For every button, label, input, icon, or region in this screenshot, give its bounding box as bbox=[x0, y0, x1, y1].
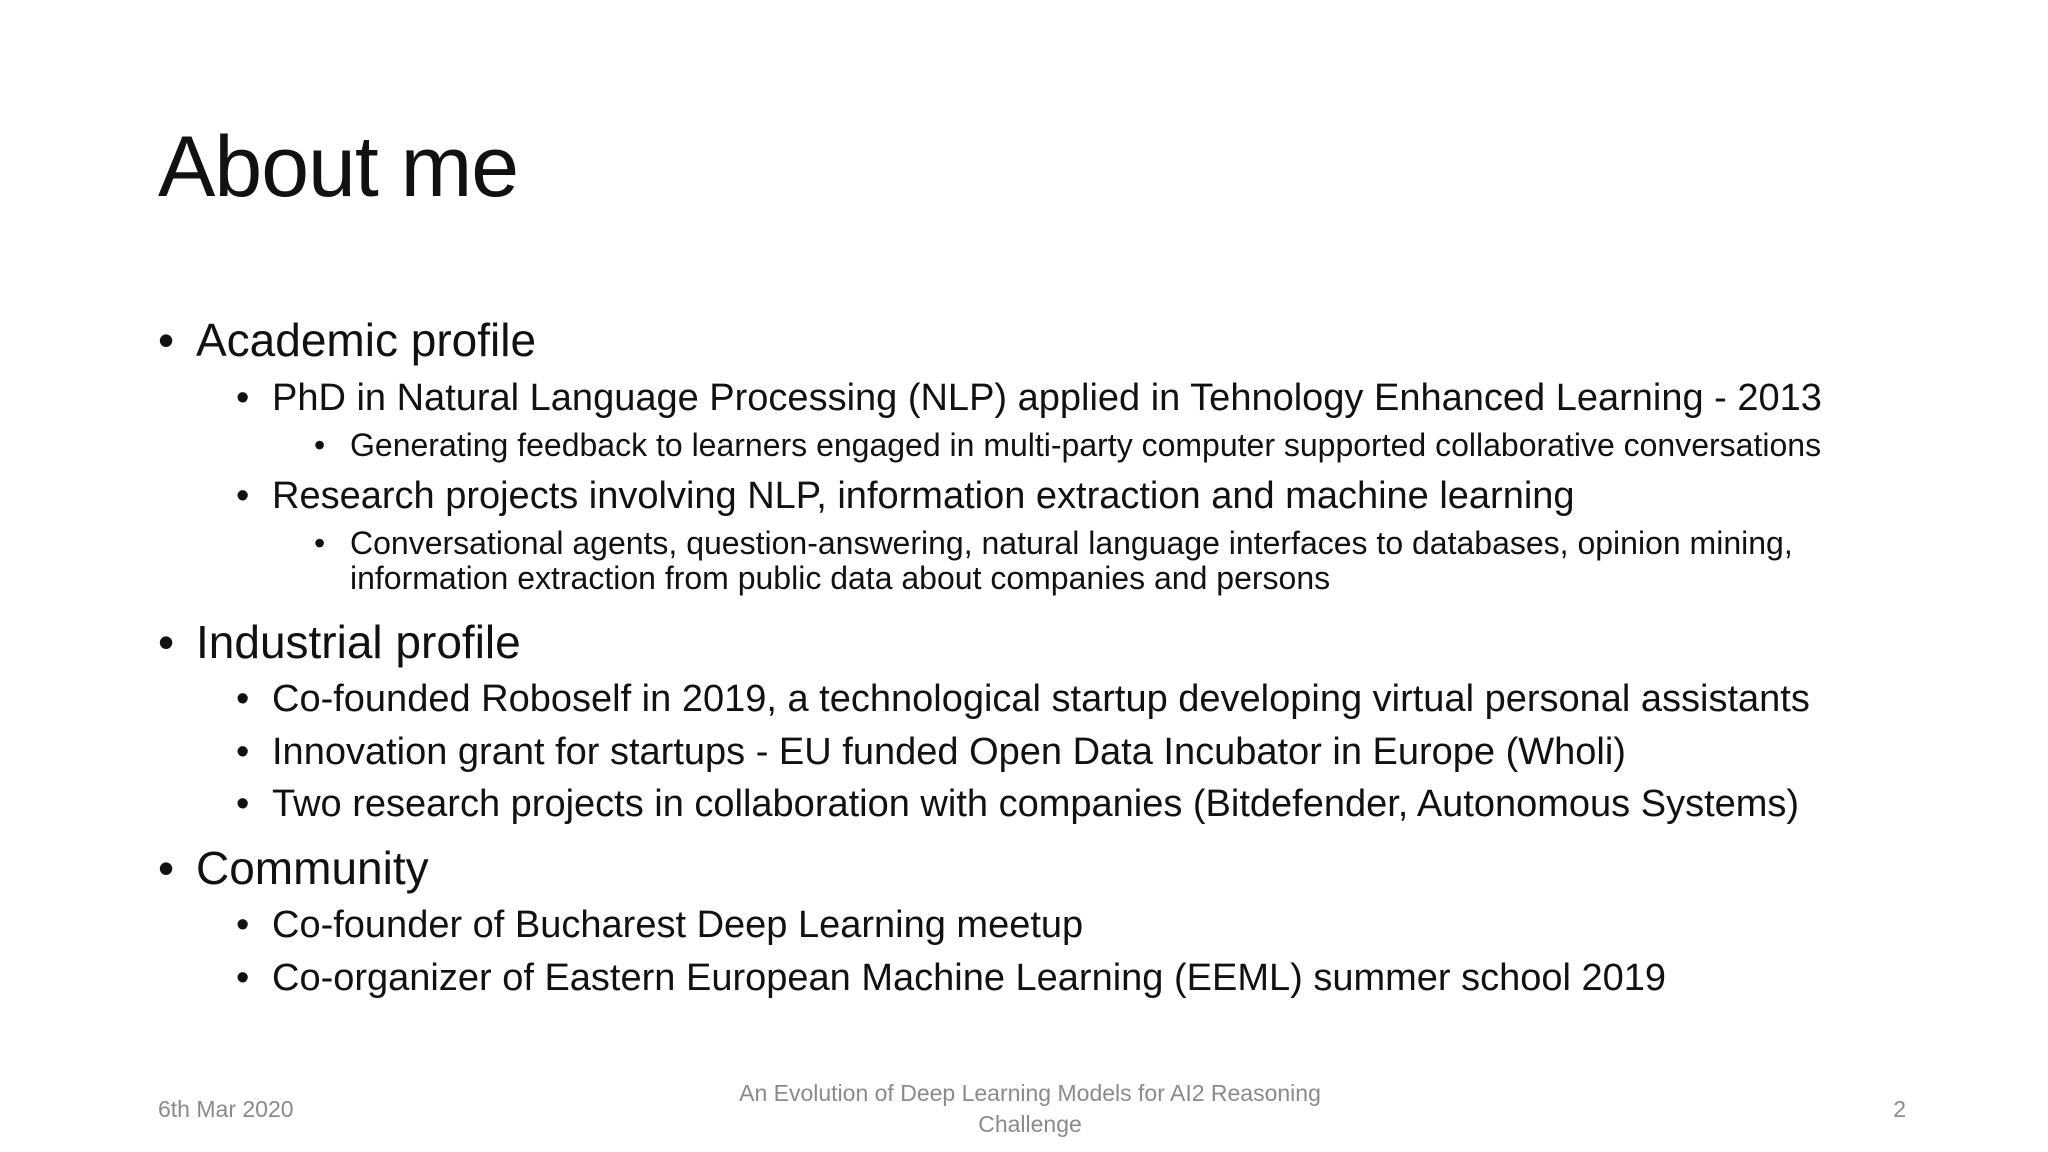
slide-title: About me bbox=[158, 119, 519, 215]
bullet-dot-icon: • bbox=[236, 904, 250, 946]
footer-page-number: 2 bbox=[1893, 1096, 1906, 1122]
bullet-text: Co-founder of Bucharest Deep Learning meetup bbox=[272, 904, 1084, 946]
footer-title-line2: Challenge bbox=[978, 1111, 1082, 1137]
bullet-text: Conversational agents, question-answering, natural language interfaces to databases, opinion mining, bbox=[350, 525, 1793, 561]
footer-title bbox=[700, 1078, 1360, 1140]
bullet-text: Research projects involving NLP, information extraction and machine learning bbox=[272, 475, 1575, 517]
bullet-text: Community bbox=[196, 842, 429, 894]
bullet-dot-icon: • bbox=[158, 842, 175, 894]
bullet-dot-icon: • bbox=[236, 783, 250, 825]
bullet-text: Co-organizer of Eastern European Machine Learning (EEML) summer school 2019 bbox=[272, 957, 1667, 999]
bullet-text: Academic profile bbox=[196, 314, 537, 366]
footer-date: 6th Mar 2020 bbox=[158, 1096, 294, 1122]
footer-title-line1: An Evolution of Deep Learning Models for AI2 Reasoning bbox=[739, 1080, 1321, 1106]
bullet-dot-icon: • bbox=[236, 377, 250, 419]
bullet-dot-icon: • bbox=[158, 616, 175, 668]
bullet-dot-icon: • bbox=[236, 475, 250, 517]
bullet-text: Co-founded Roboself in 2019, a technological startup developing virtual personal assistants bbox=[272, 678, 1810, 720]
bullet-text: Generating feedback to learners engaged in multi-party computer supported collaborative conversations bbox=[350, 427, 1822, 463]
bullet-text: PhD in Natural Language Processing (NLP) applied in Tehnology Enhanced Learning - 2013 bbox=[272, 377, 1822, 419]
bullet-dot-icon: • bbox=[236, 678, 250, 720]
bullet-dot-icon: • bbox=[236, 731, 250, 773]
bullet-text: information extraction from public data about companies and persons bbox=[350, 560, 1331, 596]
bullet-dot-icon: • bbox=[314, 427, 326, 463]
bullet-text: Two research projects in collaboration with companies (Bitdefender, Autonomous Systems) bbox=[272, 783, 1800, 825]
bullet-text: Innovation grant for startups - EU funded Open Data Incubator in Europe (Wholi) bbox=[272, 731, 1626, 773]
bullet-dot-icon: • bbox=[236, 957, 250, 999]
bullet-dot-icon: • bbox=[158, 314, 175, 366]
bullet-dot-icon: • bbox=[314, 525, 326, 561]
bullet-text: Industrial profile bbox=[196, 616, 521, 668]
